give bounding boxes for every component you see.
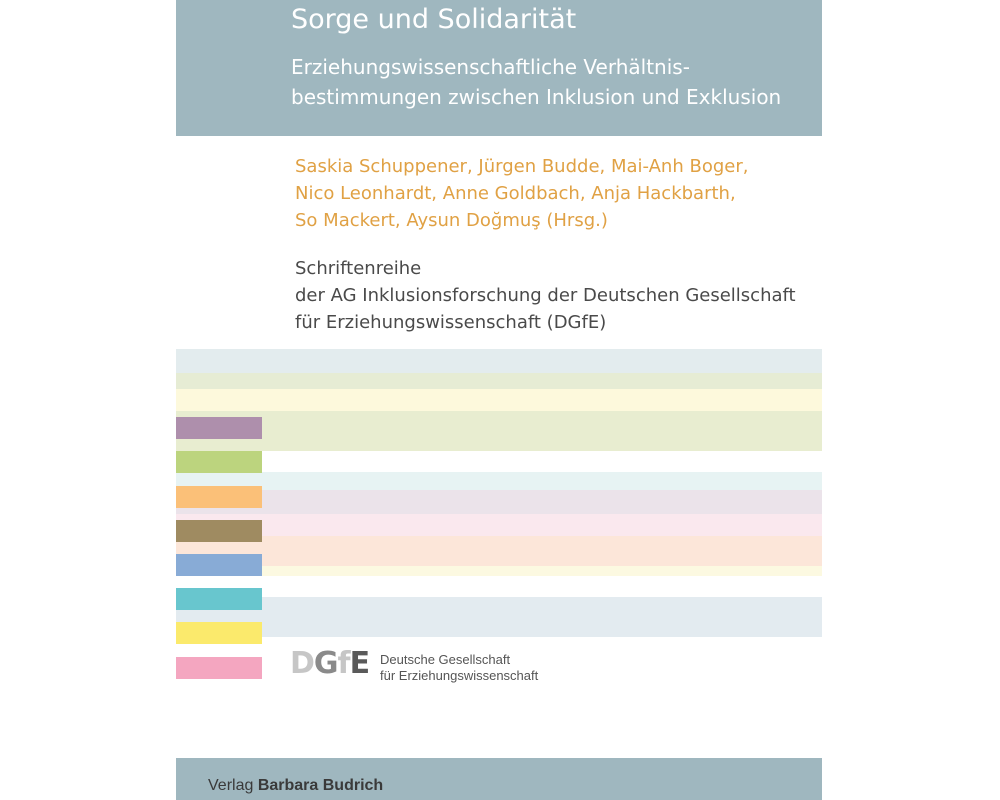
dgfe-logo xyxy=(290,646,369,681)
subtitle-line: bestimmungen zwischen Inklusion und Exklusion xyxy=(291,85,782,109)
dgfe-logo-letter: f xyxy=(337,646,350,681)
dgfe-name-line: Deutsche Gesellschaft xyxy=(380,652,511,667)
color-stripe xyxy=(176,411,822,451)
editors-line: Nico Leonhardt, Anne Goldbach, Anja Hackbarth, xyxy=(295,183,736,204)
dgfe-logo-letter: G xyxy=(313,646,338,681)
color-stripe xyxy=(176,597,822,637)
color-stripe xyxy=(176,373,822,389)
publisher-name: Barbara Budrich xyxy=(257,777,384,794)
dgfe-name xyxy=(380,652,538,684)
series-info xyxy=(295,255,796,336)
color-stripe xyxy=(176,472,822,490)
series-line: der AG Inklusionsforschung der Deutschen Gesellschaft xyxy=(295,285,796,306)
color-swatch xyxy=(176,622,262,644)
editors-line: So Mackert, Aysun Doğmuş (Hrsg.) xyxy=(295,210,608,231)
publisher-prefix: Verlag xyxy=(208,777,254,794)
color-stripe xyxy=(176,490,822,514)
subtitle-line: Erziehungswissenschaftliche Verhältnis- xyxy=(291,55,690,79)
color-swatch xyxy=(176,486,262,508)
series-line: für Erziehungswissenschaft (DGfE) xyxy=(295,312,607,333)
color-swatch xyxy=(176,554,262,576)
editors-line: Saskia Schuppener, Jürgen Budde, Mai-Anh Boger, xyxy=(295,156,749,177)
color-swatch xyxy=(176,657,262,679)
color-swatch xyxy=(176,588,262,610)
series-line: Schriftenreihe xyxy=(295,258,422,279)
color-stripe xyxy=(176,536,822,566)
color-stripe xyxy=(176,566,822,576)
color-stripe xyxy=(176,389,822,411)
book-title: Sorge und Solidarität xyxy=(291,4,577,35)
color-stripe xyxy=(176,514,822,536)
color-swatch xyxy=(176,451,262,473)
book-subtitle xyxy=(291,52,781,112)
color-stripe xyxy=(176,349,822,373)
color-swatch xyxy=(176,417,262,439)
book-cover xyxy=(176,0,822,800)
dgfe-logo-letter: E xyxy=(349,646,370,681)
color-swatch xyxy=(176,520,262,542)
dgfe-logo-letter: D xyxy=(290,646,314,681)
publisher xyxy=(208,777,383,795)
editors xyxy=(295,153,748,234)
dgfe-name-line: für Erziehungswissenschaft xyxy=(380,668,539,683)
